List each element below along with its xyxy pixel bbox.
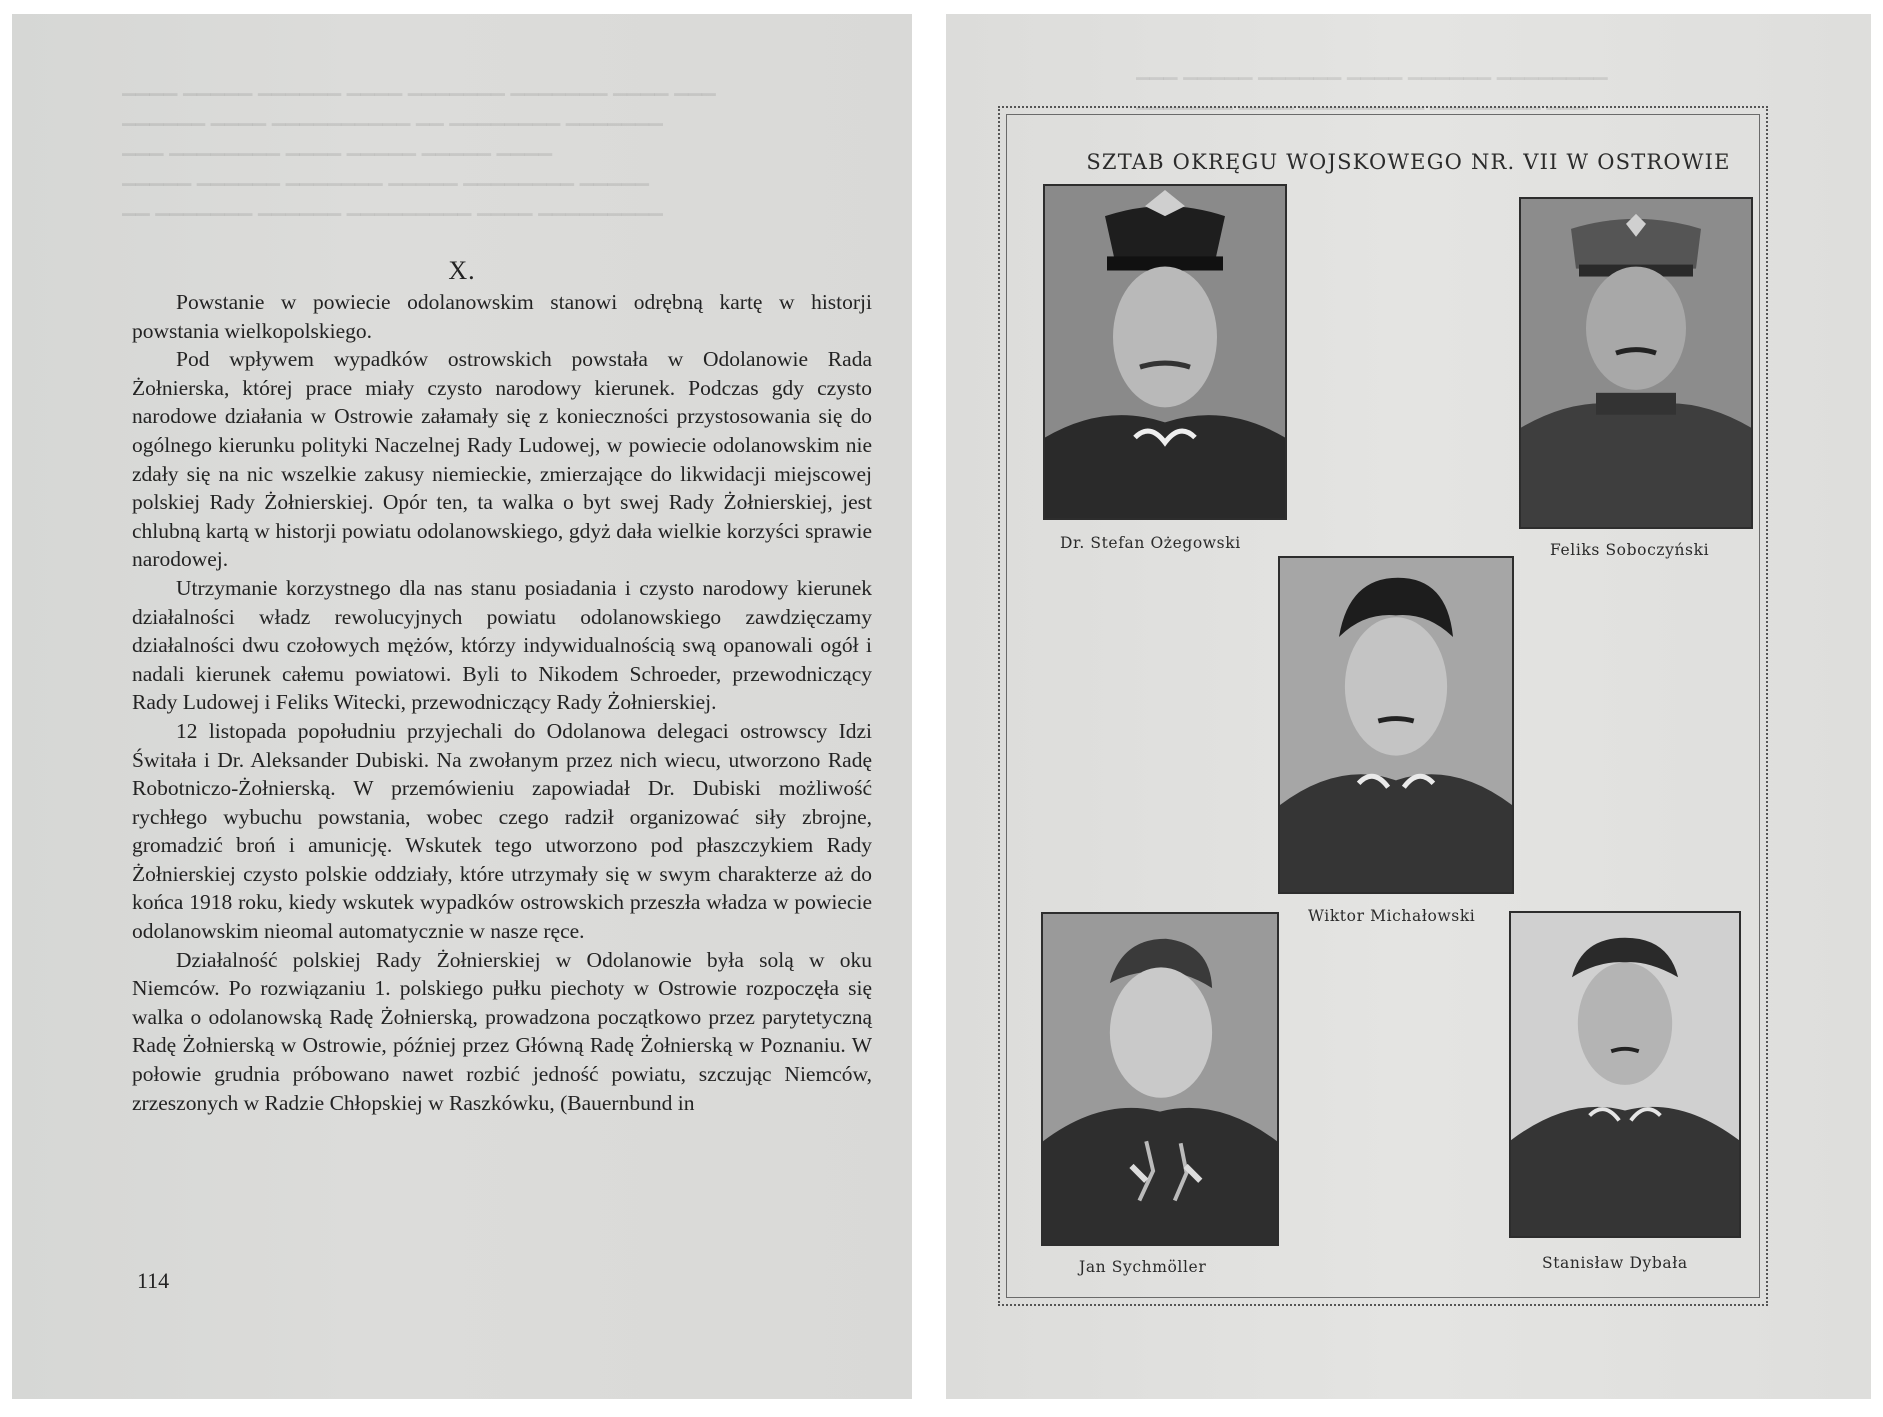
portrait-caption: Dr. Stefan Ożegowski (1060, 534, 1241, 552)
left-page (12, 14, 912, 1399)
chapter-number: X. (448, 256, 476, 285)
bleed-through-text: ▔▔▔▔ ▔▔▔▔▔ ▔▔▔▔▔▔ ▔▔▔▔ ▔▔▔▔▔▔▔ ▔▔▔▔▔▔▔ ▔▔▔▔ ▔▔▔ ▔▔▔▔▔▔ ▔▔▔▔ ▔▔▔▔▔▔▔▔▔▔ ▔▔ ▔▔▔▔▔▔▔▔ ▔▔▔▔▔▔▔ ▔▔▔ ▔▔▔▔▔▔▔▔ ▔▔▔▔ ▔▔▔▔▔ ▔▔▔▔▔ ▔▔▔▔ ▔▔▔▔▔ ▔▔▔▔▔▔ ▔▔▔▔▔▔▔ ▔▔▔▔▔ ▔▔▔▔▔▔▔▔ ▔▔▔▔▔ ▔▔ ▔▔▔▔▔▔▔ ▔▔▔▔▔▔ ▔▔▔▔▔▔▔▔▔ ▔▔▔▔ ▔▔▔▔▔▔▔▔▔ (122, 94, 716, 235)
paragraph: 12 listopada popołudniu przyjechali do Odolanowa delegaci ostrowscy Idzi Świtała i Dr. Aleksander Dubiski. Na zwołanym przez nich wiecu, utworzono Radę Robotniczo-Żołnierską. W przemówieniu zapowiadał Dr. Dubiski możliwość rychłego wybuchu powstania, wobec czego radził organizować siły zbrojne, gromadzić broń i amunicję. Wskutek tego utworzono pod płaszczykiem Rady Żołnierskiej czysto polskie oddziały, które utrzymały się w swym charakterze aż do końca 1918 roku, kiedy wskutek wypadków ostrowskich przeszła władza w powiecie odolanowskim nieomal automatycznie w nasze ręce. (132, 718, 872, 944)
paragraph: Powstanie w powiecie odolanowskim stanowi odrębną kartę w historji powstania wielkopolskiego. (132, 290, 872, 343)
portrait-caption: Jan Sychmöller (1079, 1258, 1207, 1276)
right-page (946, 14, 1871, 1399)
paragraph: Pod wpływem wypadków ostrowskich powstała w Odolanowie Rada Żołnierska, której prace miały czysto narodowy kierunek. Podczas gdy czysto narodowe działania w Ostrowie załamały się z konieczności przystosowania się do ogólnego kierunku polityki Naczelnej Rady Ludowej, w powiecie odolanowskim nie zdały się na nic wszelkie zakusy niemieckie, zmierzające do likwidacji miejscowej polskiej Rady Żołnierskiej. Opór ten, ta walka o byt swej Rady Żołnierskiej, jest chlubną kartą w historji powiatu odolanowskiego, gdyż dała wielkie korzyści sprawie narodowej. (132, 347, 872, 572)
page-number: 114 (137, 1268, 170, 1293)
portrait-photo-stefan-ozegowski (1043, 184, 1287, 520)
portrait-caption: Wiktor Michałowski (1308, 907, 1476, 925)
portrait-photo-jan-sychmoller (1041, 912, 1279, 1246)
portrait-photo-wiktor-michalowski (1278, 556, 1514, 894)
bleed-through-text: ▔▔▔ ▔▔▔▔▔ ▔▔▔▔▔▔ ▔▔▔▔ ▔▔▔▔▔▔ ▔▔▔▔▔▔▔▔ ▔▔▔▔▔▔▔ ▔▔▔▔ ▔▔▔▔▔▔▔▔▔ ▔▔▔▔▔▔▔▔ ▔▔▔ (1136, 78, 1608, 129)
portrait-caption: Feliks Soboczyński (1550, 541, 1710, 559)
portrait-photo-stanislaw-dybala (1509, 911, 1741, 1238)
chapter-body-text (132, 288, 872, 1117)
paragraph: Utrzymanie korzystnego dla nas stanu posiadania i czysto narodowy kierunek działalności władz rewolucyjnych powiatu odolanowskiego zawdzięczamy działalności dwu czołowych mężów, którzy indywidualnością swą opanowali ogół i nadali kierunek całemu powiatowi. Byli to Nikodem Schroeder, przewodniczący Rady Ludowej i Feliks Witecki, przewodniczący Rady Żołnierskiej. (132, 575, 872, 715)
plate-title: SZTAB OKRĘGU WOJSKOWEGO NR. VII W OSTROWIE (1086, 150, 1731, 174)
paragraph: Działalność polskiej Rady Żołnierskiej w Odolanowie była solą w oku Niemców. Po rozwiązaniu 1. polskiego pułku piechoty w Ostrowie rozpoczęła się walka o odolanowską Radę Żołnierską, prowadzona początkowo przez parytetyczną Radę Żołnierską w Ostrowie, później przez Główną Radę Żołnierską w Poznaniu. W połowie grudnia próbowano nawet rozbić jedność powiatu, szczując Niemców, zrzeszonych w Radzie Chłopskiej w Raszkówku, (Bauernbund in (132, 947, 872, 1115)
portrait-caption: Stanisław Dybała (1542, 1254, 1688, 1272)
portrait-photo-feliks-soboczynski (1519, 197, 1753, 529)
